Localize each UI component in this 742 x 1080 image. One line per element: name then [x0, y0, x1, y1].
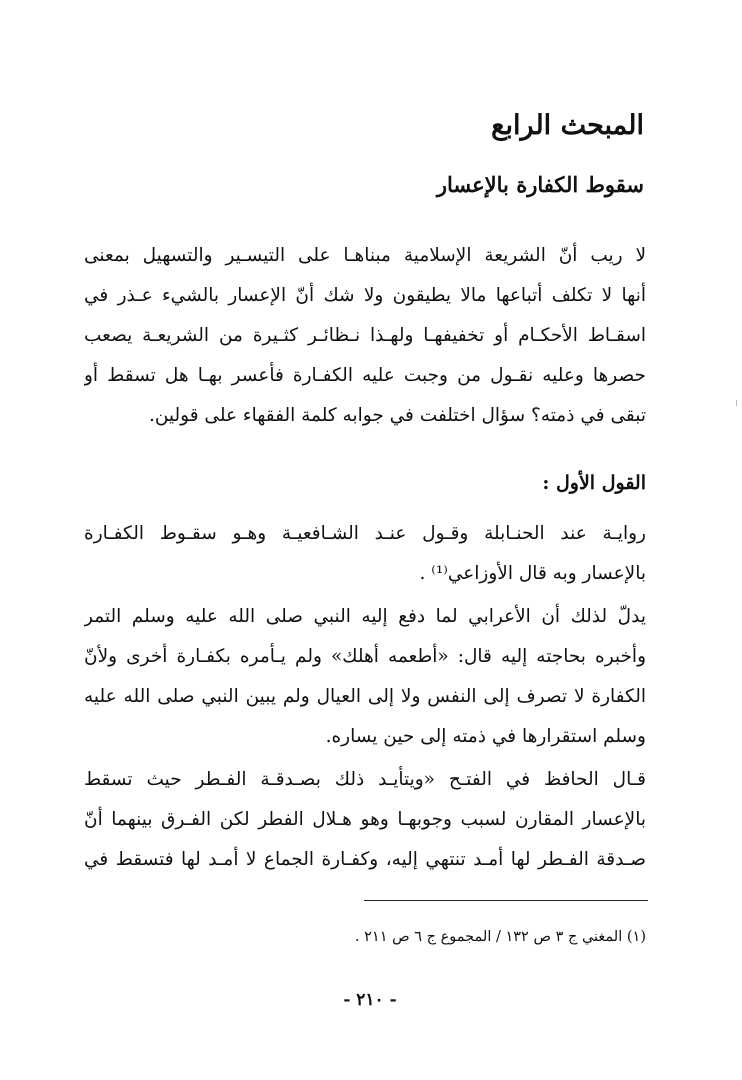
page-number: - ٢١٠ -	[343, 990, 397, 1010]
text-line: الكفارة لا تصرف إلى النفس ولا إلى العيال ولم يبين النبي صلى الله عليه	[84, 686, 646, 707]
paragraph-first-opinion	[84, 514, 646, 594]
text-line: قـال الحافظ في الفتـح «ويتأيـد ذلك بصـدقـة الفـطر حيث تسقط	[84, 769, 646, 790]
chapter-title: المبحث الرابع	[491, 110, 644, 141]
paragraph-hafiz-quote	[84, 760, 646, 880]
text-line: وسلم استقرارها في ذمته إلى حين يساره.	[325, 726, 646, 747]
scan-artifact	[736, 400, 737, 406]
text-line: بالإعسار المقارن لسبب وجوبهـا وهو هـلال الفطر لكن الفـرق بينهما أنّ	[84, 809, 646, 830]
text-line: روايـة عند الحنـابلة وقـول عنـد الشـافعيـة وهـو سقـوط الكفـارة	[84, 523, 646, 544]
text-line: لا ريب أنّ الشريعة الإسلامية مبناهـا على التيسـير والتسهيل بمعنى	[84, 245, 646, 266]
text-line: اسقـاط الأحكـام أو تخفيفهـا ولهـذا نـظائـر كثـيرة من الشريعـة يصعب	[84, 325, 646, 346]
text-line: صـدقة الفـطر لها أمـد تنتهي إليه، وكفـارة الجماع لا أمـد لها فتسقط في	[84, 849, 646, 870]
text-line: حصرها وعليه نقـول من وجبت عليه الكفـارة فأعسر بهـا هل تسقط أو	[84, 365, 646, 386]
text-line: بالإعسار وبه قال الأوزاعي⁽¹⁾ .	[419, 563, 646, 584]
footnote: (١) المغني ج ٣ ص ١٣٢ / المجموع ج ٦ ص ٢١١ .	[354, 929, 646, 945]
text-line: تبقى في ذمته؟ سؤال اختلفت في جوابه كلمة الفقهاء على قولين.	[148, 405, 646, 426]
paragraph-evidence	[84, 597, 646, 757]
section-title: سقوط الكفارة بالإعسار	[436, 172, 644, 197]
text-line: وأخبره بحاجته إليه قال: «أطعمه أهلك» ولم يـأمره بكفـارة أخرى ولأنّ	[84, 646, 646, 667]
first-opinion-heading: القول الأول :	[542, 472, 646, 494]
footnote-separator	[364, 900, 648, 901]
paragraph-intro	[84, 236, 646, 436]
text-line: يدلّ لذلك أن الأعرابي لما دفع إليه النبي صلى الله عليه وسلم التمر	[84, 606, 646, 627]
text-line: أنها لا تكلف أتباعها مالا يطيقون ولا شك أنّ الإعسار بالشيء عـذر في	[84, 285, 646, 306]
